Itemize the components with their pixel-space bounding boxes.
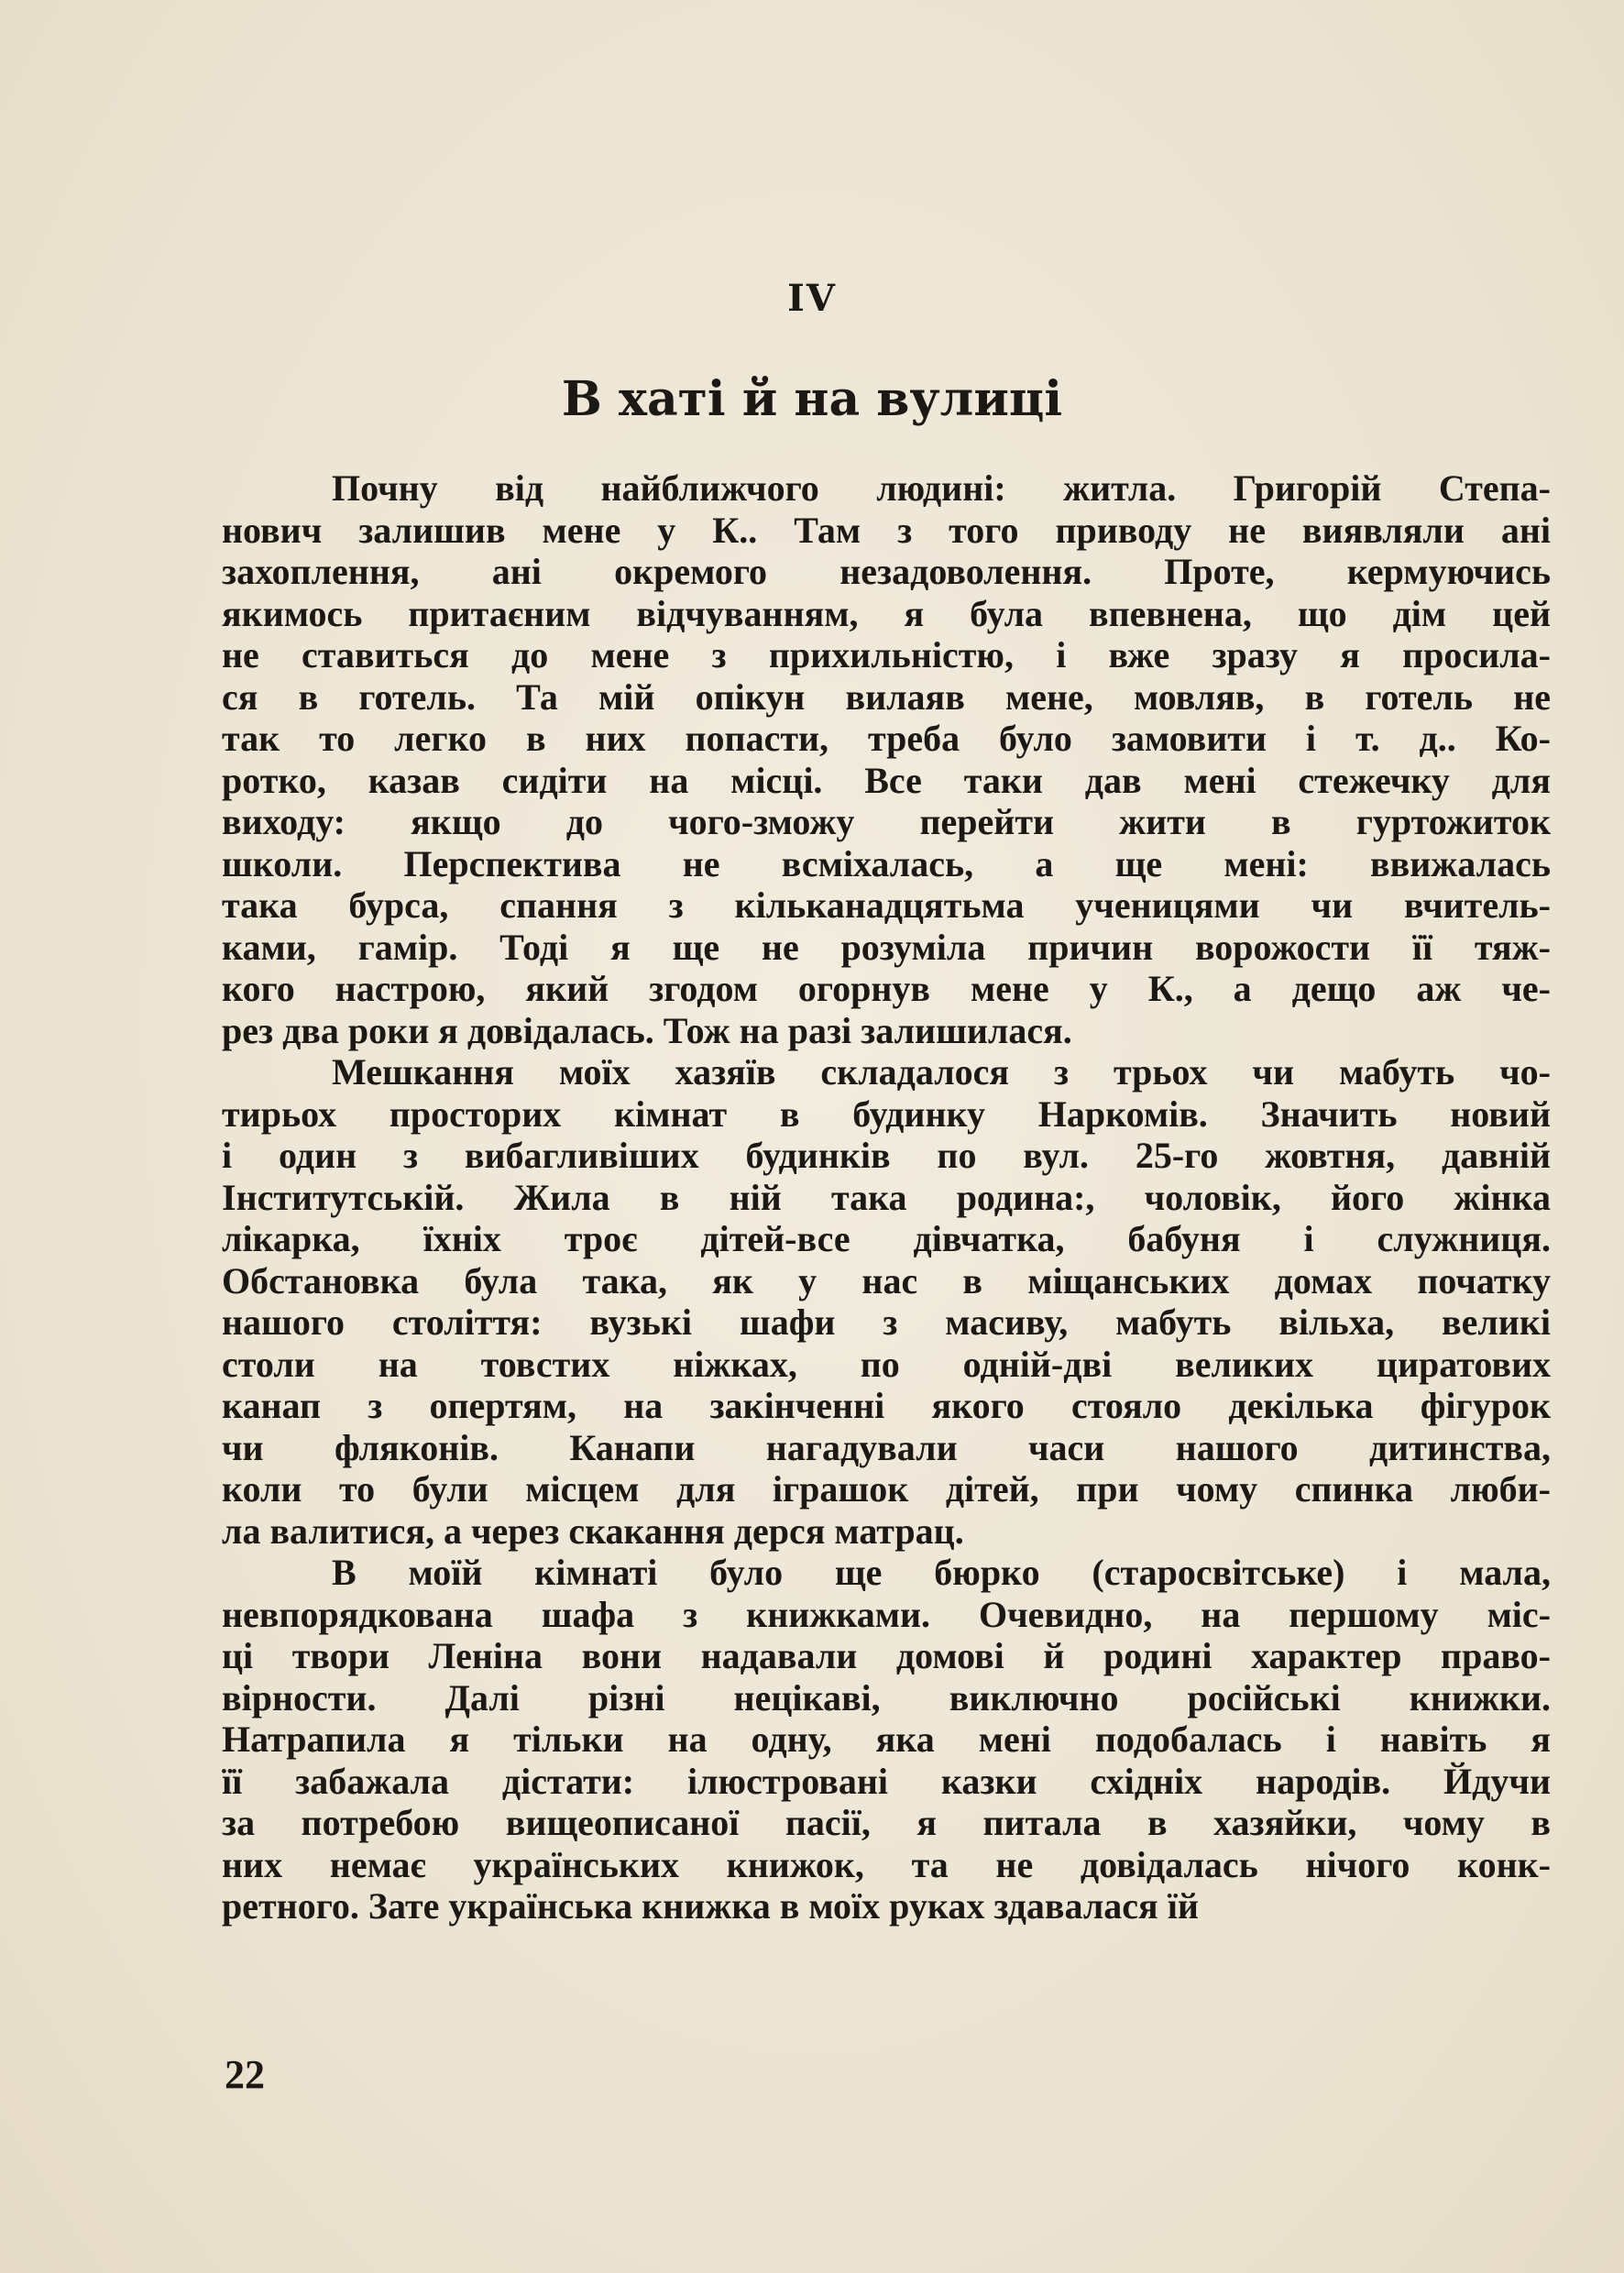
text-line: Мешкання моїх хазяїв складалося з трьох чи мабуть чо- bbox=[332, 1051, 1551, 1093]
chapter-number: IV bbox=[787, 277, 837, 320]
text-line: захоплення, ані окремого незадоволення. Проте, кермуючись bbox=[222, 551, 1551, 592]
text-line: ками, гамір. Тоді я ще не розуміла причин ворожости її тяж- bbox=[222, 926, 1551, 968]
text-line: них немає українських книжок, та не довідалась нічого конк- bbox=[222, 1843, 1551, 1885]
text-line: Обстановка була така, як у нас в міщанських домах початку bbox=[222, 1259, 1551, 1301]
text-line: її забажала дістати: ілюстровані казки східніх народів. Йдучи bbox=[222, 1760, 1551, 1802]
text-line: нашого століття: вузькі шафи з масиву, мабуть вільха, великі bbox=[222, 1301, 1551, 1343]
page-number: 22 bbox=[225, 2052, 265, 2097]
text-line: Інститутській. Жила в ній така родина:, чоловік, його жінка bbox=[222, 1176, 1551, 1218]
paragraph bbox=[222, 467, 1551, 1051]
text-line: ротко, казав сидіти на місці. Все таки дав мені стежечку для bbox=[222, 759, 1551, 801]
text-line: і один з вибагливіших будинків по вул. 25-го жовтня, давній bbox=[222, 1135, 1551, 1176]
text-line: ла валитися, а через скакання дерся матрац. bbox=[222, 1510, 964, 1552]
paragraph bbox=[222, 1051, 1551, 1552]
text-line: кого настрою, який згодом огорнув мене у К., а дещо аж че- bbox=[222, 968, 1551, 1009]
text-line: рез два роки я довідалась. Тож на разі залишилася. bbox=[222, 1009, 1072, 1051]
paragraph bbox=[222, 1552, 1551, 1927]
text-line: виходу: якщо до чого-зможу перейти жити в гуртожиток bbox=[222, 801, 1551, 842]
text-line: тирьох просторих кімнат в будинку Наркомів. Значить новий bbox=[222, 1093, 1551, 1135]
text-line: лікарка, їхніх троє дітей-все дівчатка, бабуня і служниця. bbox=[222, 1218, 1551, 1259]
text-line: Почну від найближчого людині: житла. Григорій Степа- bbox=[332, 467, 1551, 509]
text-line: якимось притаєним відчуванням, я була впевнена, що дім цей bbox=[222, 592, 1551, 634]
text-line: ся в готель. Та мій опікун вилаяв мене, мовляв, в готель не bbox=[222, 675, 1551, 718]
text-line: В моїй кімнаті було ще бюрко (старосвітське) і мала, bbox=[332, 1552, 1551, 1593]
text-line: канап з опертям, на закінченні якого стояло декілька фігурок bbox=[222, 1385, 1551, 1426]
text-line: така бурса, спання з кільканадцятьма ученицями чи вчитель- bbox=[222, 884, 1551, 926]
text-line: невпорядкована шафа з книжками. Очевидно, на першому міс- bbox=[222, 1593, 1551, 1635]
text-line: ретного. Зате українська книжка в моїх руках здавалася їй bbox=[222, 1885, 1199, 1927]
chapter-title: В хаті й на вулиці bbox=[561, 371, 1063, 427]
text-line: нович залишив мене у К.. Там з того приводу не виявляли ані bbox=[222, 509, 1551, 551]
text-line: коли то були місцем для іграшок дітей, при чому спинка люби- bbox=[222, 1468, 1551, 1510]
text-line: так то легко в них попасти, треба було замовити і т. д.. Ко- bbox=[222, 718, 1551, 759]
text-line: столи на товстих ніжках, по одній-дві великих циратових bbox=[222, 1343, 1551, 1385]
body-text bbox=[222, 467, 1551, 1927]
text-line: Натрапила я тільки на одну, яка мені подобалась і навіть я bbox=[222, 1718, 1551, 1760]
text-line: вірности. Далі різні нецікаві, виключно російські книжки. bbox=[222, 1676, 1551, 1718]
text-line: школи. Перспектива не всміхалась, а ще мені: ввижалась bbox=[222, 842, 1551, 884]
text-line: ці твори Леніна вони надавали домові й родині характер право- bbox=[222, 1635, 1551, 1676]
text-line: не ставиться до мене з прихильністю, і вже зразу я просила- bbox=[222, 634, 1551, 675]
text-line: чи фляконів. Канапи нагадували часи нашого дитинства, bbox=[222, 1426, 1551, 1468]
text-line: за потребою вищеописаної пасії, я питала в хазяйки, чому в bbox=[222, 1802, 1551, 1843]
